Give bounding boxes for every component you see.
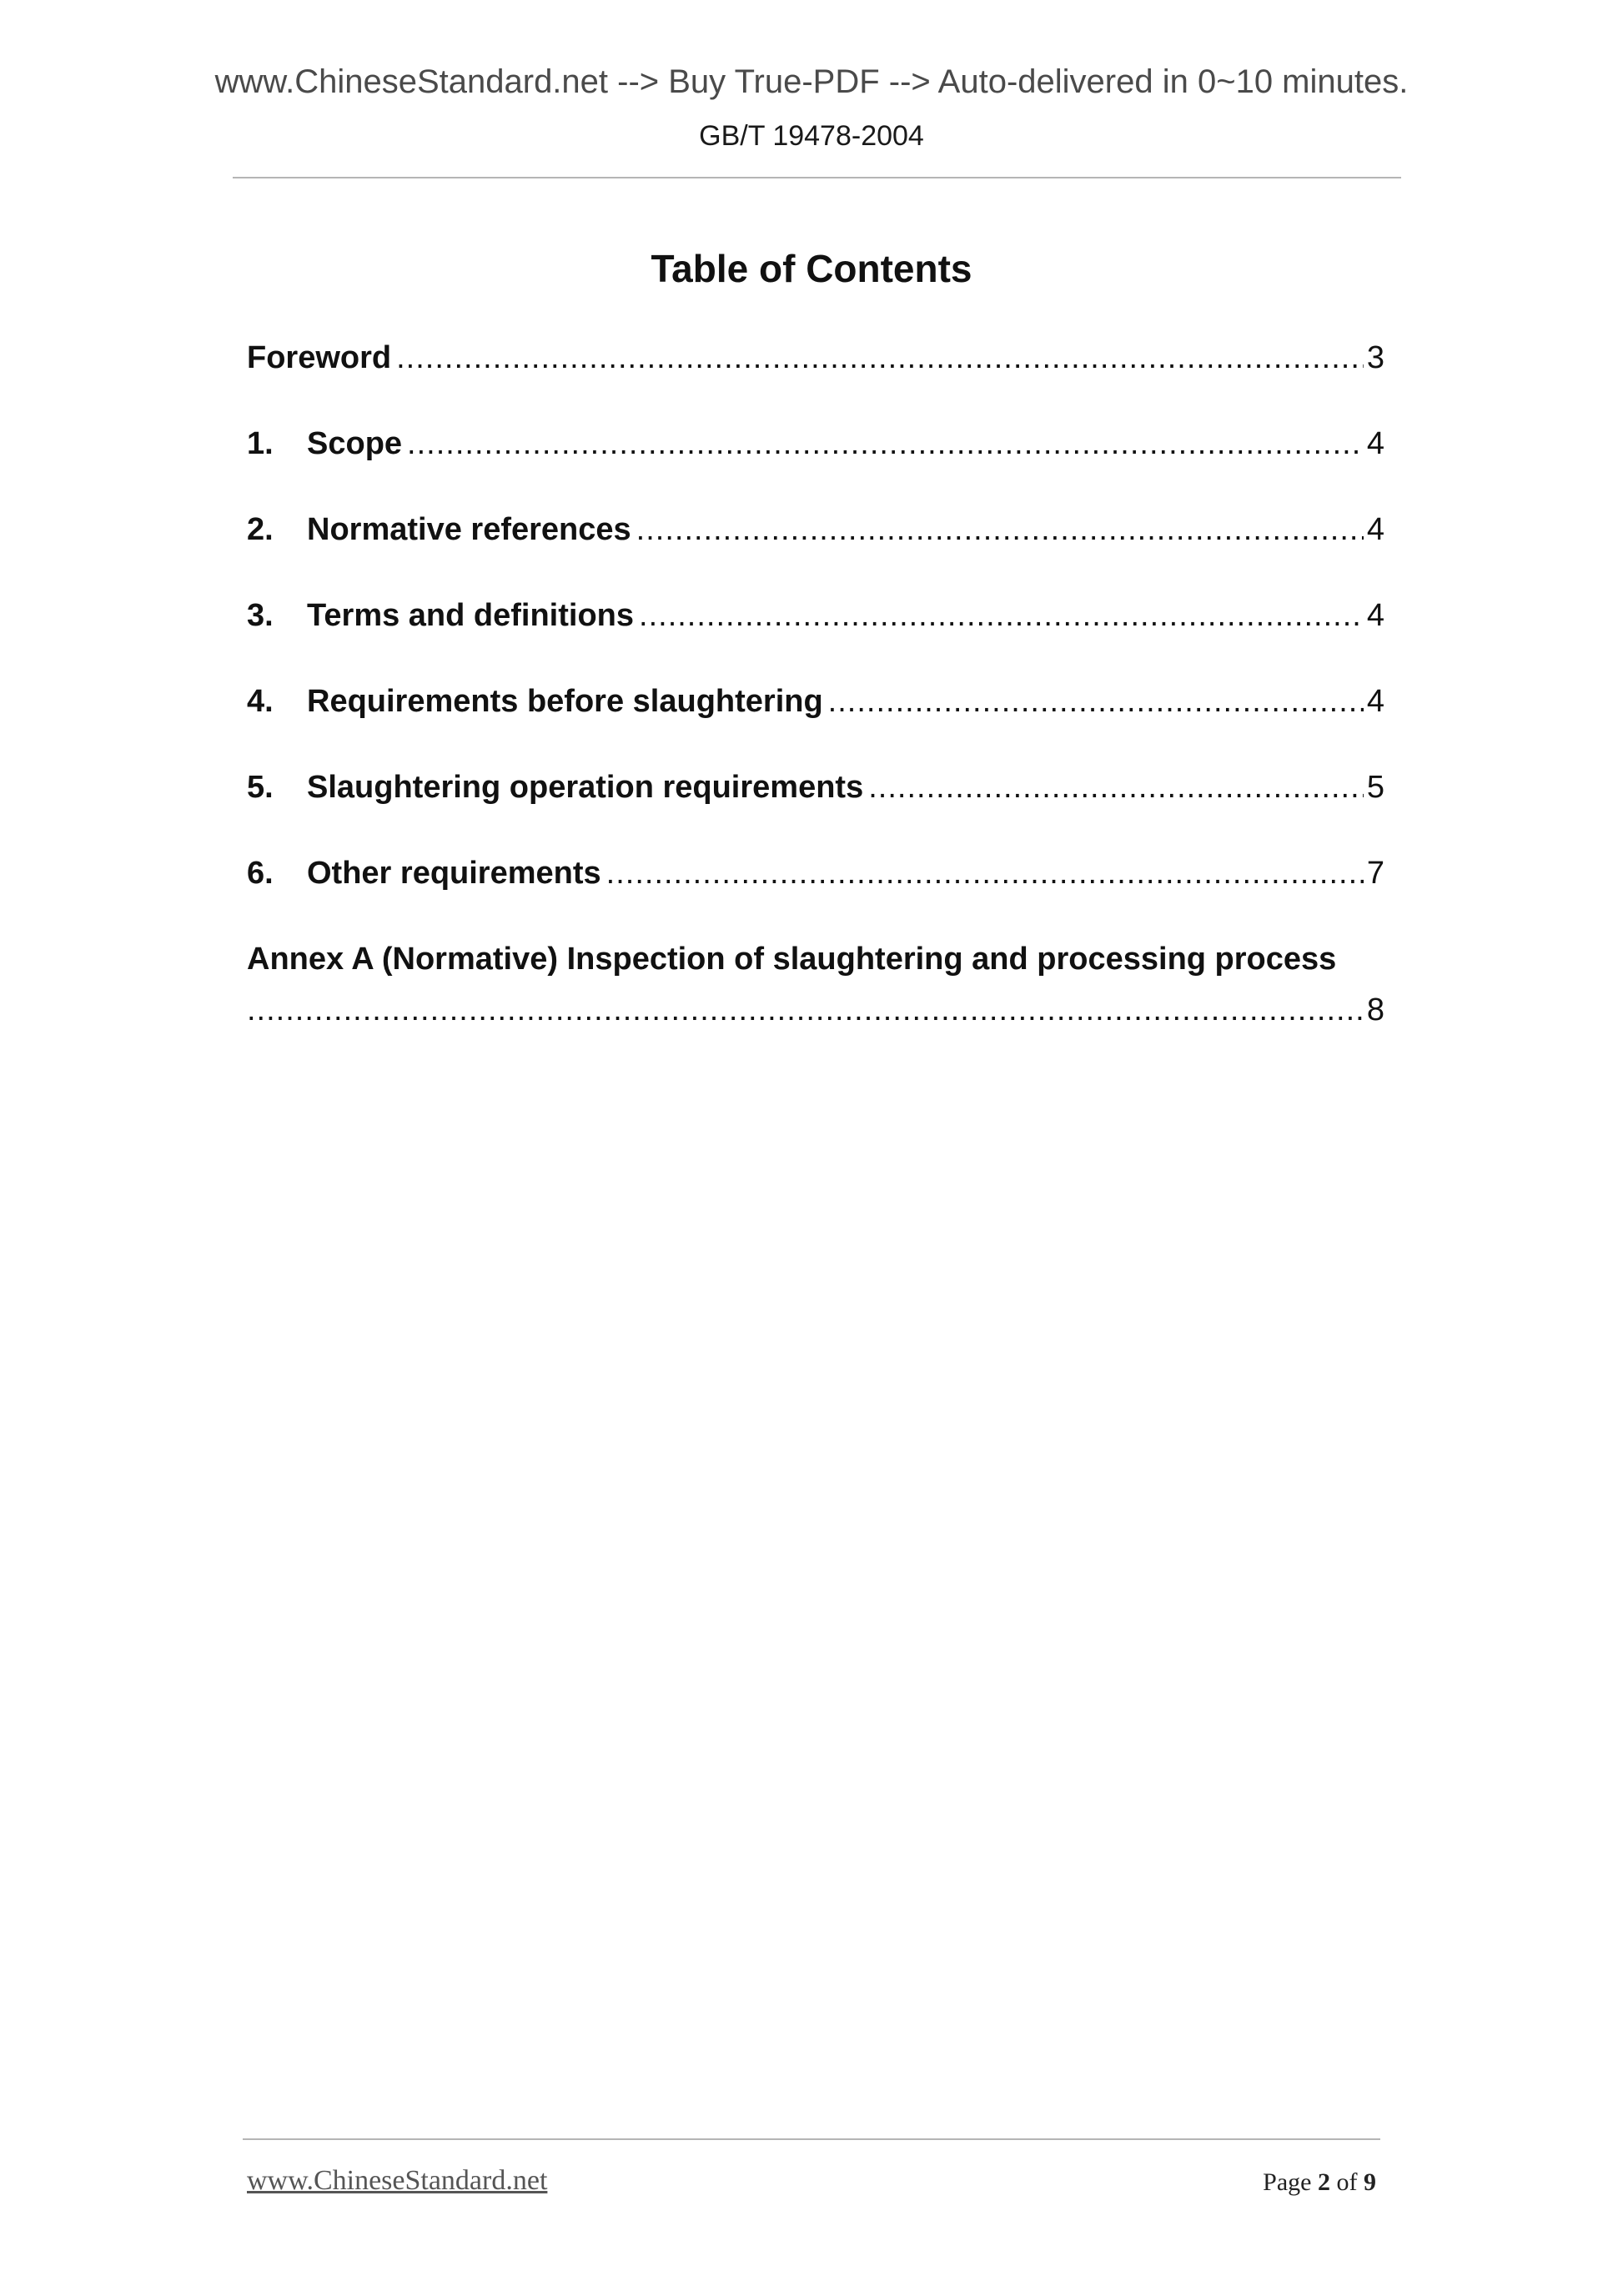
- toc-entry-label: Terms and definitions: [307, 598, 635, 633]
- toc-entry-page: 5: [1366, 770, 1384, 805]
- toc-entry-label: Other requirements: [307, 856, 601, 891]
- toc-entry-foreword[interactable]: [247, 340, 1384, 426]
- page-of: of: [1336, 2168, 1358, 2196]
- footer-site-link[interactable]: www.ChineseStandard.net: [247, 2165, 548, 2196]
- toc-entry-number: 6.: [247, 856, 274, 891]
- total-pages: 9: [1364, 2168, 1376, 2196]
- toc-entry-other-requirements[interactable]: [247, 856, 1384, 942]
- dot-leader: [828, 684, 1364, 720]
- toc-entry-slaughtering-operation-requirements[interactable]: [247, 770, 1384, 856]
- toc-entry-label: Slaughtering operation requirements: [307, 770, 864, 805]
- toc-entry-label: Annex A (Normative) Inspection of slaughtering and processing process: [247, 942, 1337, 977]
- toc-entry-number: 5.: [247, 770, 274, 805]
- dot-leader: [247, 992, 1364, 1028]
- toc-entry-number: 1.: [247, 426, 274, 461]
- toc-entry-annex-a[interactable]: [247, 942, 1384, 1028]
- dot-leader: [606, 856, 1364, 892]
- toc-entry-page: 7: [1366, 856, 1384, 891]
- header-divider: [233, 177, 1401, 178]
- toc-entry-number: 2.: [247, 512, 274, 547]
- toc-entry-label: Scope: [307, 426, 403, 461]
- table-of-contents: [247, 340, 1384, 1028]
- toc-entry-number: 3.: [247, 598, 274, 633]
- toc-entry-label: Normative references: [307, 512, 631, 547]
- dot-leader: [636, 512, 1364, 548]
- toc-entry-requirements-before-slaughtering[interactable]: [247, 684, 1384, 770]
- current-page: 2: [1318, 2168, 1330, 2196]
- toc-entry-label: Requirements before slaughtering: [307, 684, 823, 719]
- dot-leader: [868, 770, 1364, 806]
- toc-entry-page: 4: [1366, 598, 1384, 633]
- footer-divider: [243, 2138, 1380, 2140]
- dot-leader: [407, 426, 1364, 462]
- toc-entry-page: 4: [1366, 512, 1384, 547]
- document-number: GB/T 19478-2004: [699, 120, 924, 152]
- toc-entry-page: 4: [1366, 426, 1384, 461]
- dot-leader: [396, 340, 1364, 376]
- toc-entry-terms-and-definitions[interactable]: [247, 598, 1384, 684]
- dot-leader: [639, 598, 1364, 634]
- page-indicator: [1263, 2168, 1376, 2197]
- toc-entry-number: 4.: [247, 684, 274, 719]
- toc-entry-page: 8: [1366, 992, 1384, 1027]
- toc-entry-normative-references[interactable]: [247, 512, 1384, 598]
- toc-entry-label: Foreword: [247, 340, 392, 375]
- page-prefix: Page: [1263, 2168, 1312, 2196]
- toc-entry-page: 4: [1366, 684, 1384, 719]
- site-banner[interactable]: www.ChineseStandard.net --> Buy True-PDF --> Auto-delivered in 0~10 minutes.: [214, 63, 1409, 100]
- toc-title: Table of Contents: [651, 247, 972, 290]
- annex-leader-line: [247, 992, 1384, 1028]
- toc-entry-scope[interactable]: [247, 426, 1384, 512]
- toc-entry-page: 3: [1366, 340, 1384, 375]
